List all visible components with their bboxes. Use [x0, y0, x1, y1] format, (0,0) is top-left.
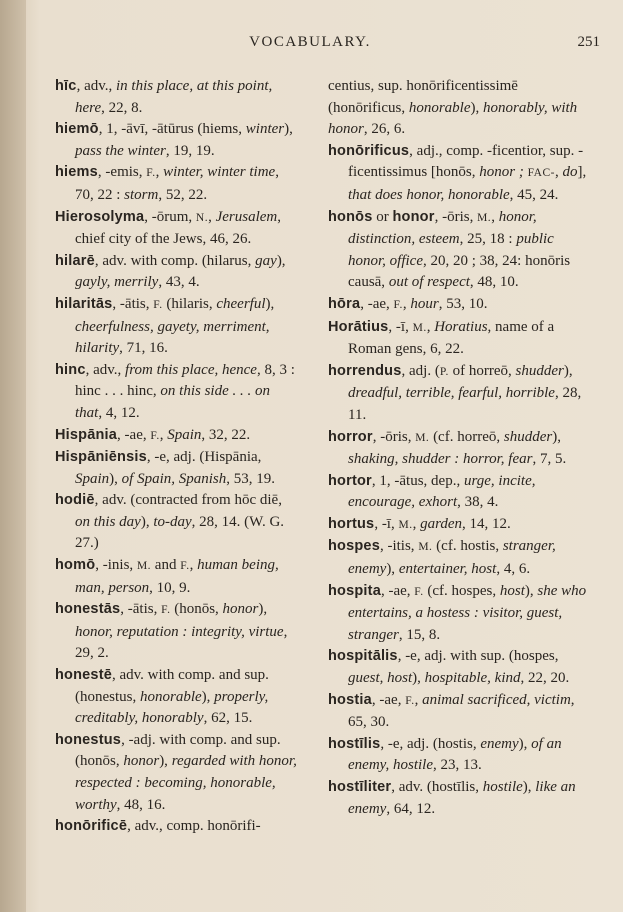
page-number: 251: [577, 34, 600, 50]
entry-text: , name of a Roman gens, 6, 22.: [348, 318, 555, 358]
entry-text: , adv. with comp. (hilarus,: [94, 252, 256, 269]
entry-text: ,: [491, 208, 499, 225]
entry-text: , -e, adj. (hostis,: [380, 735, 481, 752]
headword: horror: [328, 428, 373, 445]
entry-text: , 32, 22.: [201, 426, 251, 443]
definition: guest, host: [348, 670, 413, 687]
definition: in this place, at this point, here: [75, 78, 273, 116]
entry-text: ),: [265, 295, 275, 312]
running-head: VOCABULARY.: [249, 34, 371, 50]
entry-text: , 28, 11.: [348, 385, 582, 423]
definition: regarded with honor, respected : becoming, honorable, worthy: [75, 753, 297, 813]
entry-hora: [328, 294, 588, 317]
entry-hortus: [328, 514, 588, 537]
entry-text: ),: [524, 582, 538, 599]
definition: cheerful: [216, 295, 266, 312]
small-caps: FAC-: [527, 167, 555, 180]
small-caps: N.: [195, 211, 209, 224]
definition: storm: [124, 186, 159, 203]
entry-text: ),: [412, 670, 425, 687]
entry-text: , -ōris,: [434, 208, 478, 225]
entry-text: , -ōris,: [372, 428, 416, 445]
entry-text: , 22, 8.: [101, 99, 143, 116]
entry-text: ,: [189, 557, 198, 574]
headword: Hispāniēnsis: [55, 449, 147, 466]
entry-text: ),: [522, 779, 536, 795]
definition: on this day: [75, 513, 141, 530]
small-caps: M.: [398, 518, 413, 531]
page-header: [40, 32, 600, 54]
entry-honorifice: [55, 816, 300, 838]
entry-text: , -e, adj. with sup. (hospes,: [397, 648, 559, 665]
entry-text: ,: [155, 164, 164, 181]
entry-text: , adj. (: [401, 362, 440, 379]
entry-text: , -ae,: [380, 582, 415, 599]
definition: honor, distinction, esteem: [348, 208, 537, 248]
definition: enemy: [480, 735, 519, 752]
entry-text: , 52, 22.: [158, 186, 208, 203]
entry-text: (cf. hospes,: [423, 582, 500, 599]
right-column: [328, 76, 588, 820]
entry-text: centius, sup. honōrificentissimē (honōrificus,: [328, 78, 518, 116]
entry-text: ,: [208, 208, 216, 225]
headword: horrendus: [328, 362, 402, 379]
entry-text: , 70, 22 :: [75, 164, 279, 203]
entry-text: ,: [402, 295, 411, 312]
entry-text: , 38, 4.: [457, 494, 499, 511]
headword: hostīliter: [328, 779, 392, 795]
definition: cheerfulness, gayety, merriment, hilarity: [75, 318, 270, 357]
entry-hospitalis: [328, 646, 588, 689]
definition: honorable: [408, 99, 471, 116]
definition: gay: [255, 252, 277, 269]
headword: hortus: [328, 515, 375, 532]
entry-text: (cf. horreō,: [429, 428, 504, 445]
headword: honestus: [55, 731, 122, 748]
entry-text: , -inis,: [95, 557, 137, 574]
entry-text: ,: [554, 164, 563, 181]
entry-text: , 43, 4.: [158, 274, 200, 291]
entry-hierosolyma: [55, 207, 300, 251]
definition: honor, reputation : integrity, virtue: [75, 623, 284, 640]
entry-text: , -ātis,: [112, 295, 154, 312]
definition: Spain: [167, 426, 202, 443]
headword: hodiē: [55, 492, 95, 509]
definition: hostile: [482, 779, 523, 795]
headword: honōs: [328, 208, 373, 225]
headword: hospitālis: [328, 648, 398, 665]
small-caps: M.: [415, 431, 430, 444]
entry-text: ),: [201, 688, 215, 705]
entry-honorificus: [328, 141, 588, 207]
definition: garden: [420, 515, 463, 532]
headword: honestē: [55, 667, 112, 684]
entry-text: , -e, adj. (Hispānia,: [146, 449, 262, 466]
entry-hodie: [55, 490, 300, 555]
entry-text: , -adj. with comp. and sup. (honōs,: [75, 731, 281, 770]
headword: honestās: [55, 601, 121, 618]
entry-text: ),: [140, 513, 154, 530]
entry-text: (cf. hostis,: [432, 538, 503, 555]
entry-text: , adv.,: [85, 361, 126, 378]
entry-text: , -ātis,: [120, 601, 162, 618]
entry-text: , adv. (contracted from hōc diē,: [94, 492, 282, 509]
small-caps: F.: [161, 604, 171, 617]
entry-text: ),: [386, 561, 399, 578]
entry-hic: [55, 76, 300, 119]
definition: Spain: [75, 470, 110, 487]
entry-hiems: [55, 162, 300, 206]
definition: honor: [123, 753, 160, 770]
headword: Hierosolyma: [55, 208, 145, 225]
definition: hospitable, kind: [424, 670, 521, 687]
definition: Horatius: [434, 318, 488, 335]
entry-text: , 10, 9.: [149, 579, 191, 596]
entry-text: , -itis,: [379, 538, 419, 555]
entry-text: , -ōrum,: [144, 208, 196, 225]
definition: of an enemy, hostile: [348, 735, 562, 774]
entry-text: , 53, 10.: [438, 295, 488, 312]
headword: hilarē: [55, 252, 95, 269]
entry-text: , -ī,: [388, 318, 413, 335]
small-caps: M.: [136, 560, 152, 573]
definition: shaking, shudder : horror, fear: [348, 451, 533, 468]
headword: honōrificē: [55, 818, 128, 835]
small-caps: F.: [150, 429, 160, 442]
entry-text: , 4, 6.: [496, 561, 531, 578]
entry-text: , 20, 20 ; 38, 24: honōris causā,: [348, 252, 571, 291]
book-gutter: [0, 0, 26, 912]
small-caps: F.: [393, 298, 403, 311]
entry-text: , 26, 6.: [363, 121, 406, 138]
headword: hostia: [328, 691, 372, 708]
definition: she who entertains, a hostess : visitor, guest, stranger: [348, 582, 587, 643]
entry-text: of horreō,: [448, 362, 516, 379]
entry-honorifice-cont: [328, 76, 588, 141]
entry-hinc: [55, 360, 300, 425]
headword: hospita: [328, 582, 381, 599]
entry-text: ),: [258, 601, 268, 618]
entry-text: (honōs,: [170, 601, 223, 618]
definition: Jerusalem: [215, 208, 278, 225]
small-caps: M.: [418, 541, 433, 554]
entry-text: , 1, -ātus, dep.,: [371, 472, 464, 489]
entry-text: and: [151, 557, 181, 574]
entry-text: , -emis,: [97, 164, 147, 181]
small-caps: F.: [405, 694, 415, 707]
entry-text: , 64, 12.: [386, 800, 436, 817]
entry-text: , 48, 10.: [469, 274, 519, 291]
entry-text: , -ae,: [117, 426, 151, 443]
small-caps: M.: [477, 211, 492, 224]
small-caps: F.: [414, 585, 424, 598]
entry-honeste: [55, 665, 300, 730]
entry-horror: [328, 427, 588, 471]
headword: hōra: [328, 295, 361, 312]
entry-text: , adv. with comp. and sup. (honestus,: [75, 667, 269, 705]
definition: out of respect: [388, 274, 470, 291]
headword: hostīlis: [328, 735, 381, 752]
headword: hīc: [55, 78, 77, 94]
entry-text: , -ae,: [371, 691, 406, 708]
definition: honorably, with honor: [328, 99, 578, 138]
definition: that does honor, honorable: [348, 186, 510, 203]
definition: human being, man, person: [75, 557, 279, 596]
definition: shudder: [503, 428, 553, 445]
definition: public honor, office: [348, 231, 554, 269]
entry-text: , 28, 14. (W. G. 27.): [75, 513, 285, 552]
headword: honōrificus: [328, 142, 410, 159]
definition: shudder: [515, 362, 564, 379]
entry-hospita: [328, 581, 588, 647]
entry-honestus: [55, 730, 300, 816]
definition: honorable: [140, 688, 202, 705]
entry-text: ),: [470, 99, 483, 116]
entry-text: , 15, 8.: [398, 626, 441, 643]
entry-text: (hilaris,: [162, 295, 217, 312]
entry-text: , 14, 12.: [462, 515, 511, 532]
definition: on this side . . . on that: [75, 383, 270, 421]
definition: of Spain, Spanish: [121, 470, 227, 487]
definition: host: [499, 582, 525, 599]
entry-hostia: [328, 690, 588, 734]
entry-hostiliter: [328, 777, 588, 820]
entry-hostilis: [328, 734, 588, 777]
entry-text: ),: [276, 252, 286, 269]
headword: homō: [55, 557, 96, 574]
entry-text: , 65, 30.: [348, 691, 575, 731]
definition: winter: [245, 121, 285, 138]
entry-hispaniensis: [55, 447, 300, 490]
entry-text: ),: [284, 121, 293, 138]
definition: from this place, hence: [125, 361, 257, 378]
headword: Horātius: [328, 318, 389, 335]
entry-text: ),: [518, 735, 532, 752]
small-caps: F.: [153, 298, 163, 311]
headword: hilaritās: [55, 295, 113, 312]
entry-text: , 8, 3 : hinc . . . hinc,: [75, 361, 295, 400]
definition: entertainer, host: [398, 561, 497, 578]
definition: gayly, merrily: [75, 274, 159, 291]
headword: hiems: [55, 164, 98, 181]
entry-text: , 1, -āvī, -ātūrus (hiems,: [98, 121, 246, 138]
entry-honos: [328, 207, 588, 294]
entry-text: , 29, 2.: [75, 623, 288, 662]
entry-hispania: [55, 425, 300, 448]
entry-hospes: [328, 536, 588, 580]
definition: animal sacrificed, victim: [422, 691, 571, 708]
entry-hilare: [55, 251, 300, 294]
entry-hilaritas: [55, 294, 300, 360]
entry-text: , adj., comp. -ficentior, sup. -ficentissimus [honōs,: [348, 142, 584, 181]
entry-text: , 53, 19.: [226, 470, 276, 487]
headword: hortor: [328, 472, 372, 489]
entry-text: , adv. (hostīlis,: [391, 779, 483, 795]
entry-text: ),: [563, 362, 573, 379]
entry-text: , 4, 12.: [98, 404, 140, 421]
entry-text: , -ae,: [360, 295, 394, 312]
definition: honor: [222, 601, 259, 618]
entry-text: , 45, 24.: [509, 186, 559, 203]
definition: honor ;: [479, 164, 524, 181]
definition: stranger, enemy: [348, 538, 556, 578]
entry-text: ,: [426, 318, 435, 335]
headword: hiemō: [55, 121, 99, 138]
headword: hinc: [55, 361, 86, 378]
definition: pass the winter: [75, 142, 166, 159]
entry-text: , 7, 5.: [532, 451, 567, 468]
entry-horatius: [328, 317, 588, 361]
entry-text: , adv., comp. honōrifi-: [127, 818, 261, 835]
headword: Hispānia: [55, 426, 118, 443]
entry-text: ,: [412, 515, 421, 532]
entry-text: , -ī,: [374, 515, 399, 532]
entry-horrendus: [328, 361, 588, 427]
definition: to-day: [153, 513, 192, 530]
entry-text: , 23, 13.: [432, 757, 482, 774]
entry-text: , 22, 20.: [520, 670, 570, 687]
definition: dreadful, terrible, fearful, horrible: [348, 385, 555, 402]
definition: properly, creditably, honorably: [75, 688, 269, 727]
small-caps: M.: [412, 321, 427, 334]
entry-text: , 62, 15.: [203, 710, 253, 727]
entry-text: , 25, 18 :: [459, 231, 517, 248]
entry-text: ),: [159, 753, 172, 770]
entry-text: , adv.,: [76, 78, 116, 94]
entry-text: ,: [159, 426, 168, 443]
entry-homo: [55, 555, 300, 599]
small-caps: P.: [439, 365, 449, 378]
headword: honor: [392, 208, 435, 225]
entry-text: , 71, 16.: [119, 340, 168, 357]
left-column: [55, 76, 300, 838]
definition: do: [562, 164, 578, 181]
entry-hiemo: [55, 119, 300, 162]
entry-text: ,: [414, 691, 423, 708]
definition: urge, incite, encourage, exhort: [348, 472, 536, 511]
small-caps: F.: [180, 560, 190, 573]
headword: hospes: [328, 538, 380, 555]
entry-text: ),: [552, 428, 561, 445]
small-caps: F.: [146, 167, 156, 180]
entry-text: , 19, 19.: [165, 142, 215, 159]
definition: winter, winter time: [163, 164, 276, 181]
definition: hour: [410, 295, 439, 312]
entry-text: ],: [577, 164, 587, 181]
definition: like an enemy: [348, 779, 576, 817]
entry-hortor: [328, 471, 588, 514]
entry-honestas: [55, 599, 300, 665]
entry-text: ),: [109, 470, 122, 487]
entry-text: , chief city of the Jews, 46, 26.: [75, 208, 282, 248]
entry-text: or: [372, 208, 393, 225]
entry-text: , 48, 16.: [116, 796, 166, 813]
